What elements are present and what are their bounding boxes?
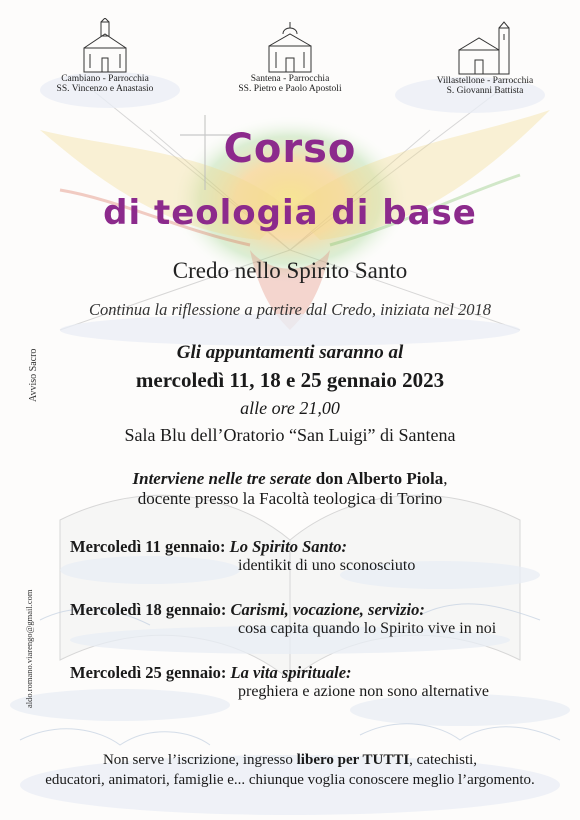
appointments-dates: mercoledì 11, 18 e 25 gennaio 2023 bbox=[135, 368, 445, 392]
parish-villastellone bbox=[400, 20, 570, 96]
footer-text-c: , catechisti, bbox=[409, 752, 478, 768]
parish-cambiano-line1: Cambiano - Parrocchia bbox=[61, 74, 149, 84]
parish-villastellone-line2: S. Giovanni Battista bbox=[446, 86, 524, 96]
session-item bbox=[70, 600, 540, 638]
parish-cambiano-line2: SS. Vincenzo e Anastasio bbox=[56, 84, 154, 94]
speaker-prefix: Interviene nelle tre serate bbox=[132, 469, 312, 488]
parish-santena-line2: SS. Pietro e Paolo Apostoli bbox=[238, 84, 342, 94]
appointments-place: Sala Blu dell’Oratorio “San Luigi” di Santena bbox=[124, 425, 456, 445]
appointments-intro: Gli appuntamenti saranno al bbox=[176, 342, 404, 363]
session-description: identikit di uno sconosciuto bbox=[238, 557, 416, 574]
parish-villastellone-line1: Villastellone - Parrocchia bbox=[436, 76, 534, 86]
footer-free-entry: libero per TUTTI bbox=[296, 752, 410, 768]
intro-text: Continua la riflessione a partire dal Credo, iniziata nel 2018 bbox=[88, 300, 492, 319]
side-label-avviso: Avviso Sacro bbox=[28, 348, 39, 402]
course-title: Corso bbox=[223, 126, 357, 172]
course-subtitle: Credo nello Spirito Santo bbox=[172, 258, 408, 283]
speaker-name: don Alberto Piola bbox=[315, 469, 444, 488]
footer-line1 bbox=[0, 752, 580, 769]
speaker-role: docente presso la Facoltà teologica di Torino bbox=[137, 489, 443, 508]
session-date: Mercoledì 18 gennaio: bbox=[70, 600, 227, 619]
session-description: cosa capita quando lo Spirito vive in noi bbox=[238, 620, 497, 637]
session-item bbox=[70, 663, 540, 701]
footer-text-a: Non serve l’iscrizione, ingresso bbox=[102, 752, 297, 768]
session-item bbox=[70, 537, 540, 575]
church-cambiano-icon bbox=[78, 18, 132, 74]
session-description: preghiera e azione non sono alternative bbox=[238, 683, 489, 700]
session-date: Mercoledì 25 gennaio: bbox=[70, 663, 227, 682]
church-santena-icon bbox=[265, 20, 315, 74]
speaker-line: Interviene nelle tre serate don Alberto Piola, bbox=[132, 469, 448, 488]
appointments-time: alle ore 21,00 bbox=[240, 398, 340, 418]
parish-santena bbox=[205, 20, 375, 94]
parish-cambiano bbox=[20, 18, 190, 94]
session-topic: La vita spirituale: bbox=[230, 663, 352, 682]
session-topic: Lo Spirito Santo: bbox=[229, 537, 348, 556]
session-topic: Carismi, vocazione, servizio: bbox=[230, 600, 425, 619]
parish-santena-line1: Santena - Parrocchia bbox=[250, 74, 330, 84]
side-email: aldo.romano.viarengo@gmail.com bbox=[24, 589, 34, 708]
course-title-line2: di teologia di base bbox=[103, 193, 477, 233]
church-villastellone-icon bbox=[455, 20, 515, 76]
session-date: Mercoledì 11 gennaio: bbox=[70, 537, 226, 556]
footer-line2: educatori, animatori, famiglie e... chiunque voglia conoscere meglio l’argomento. bbox=[45, 772, 535, 788]
